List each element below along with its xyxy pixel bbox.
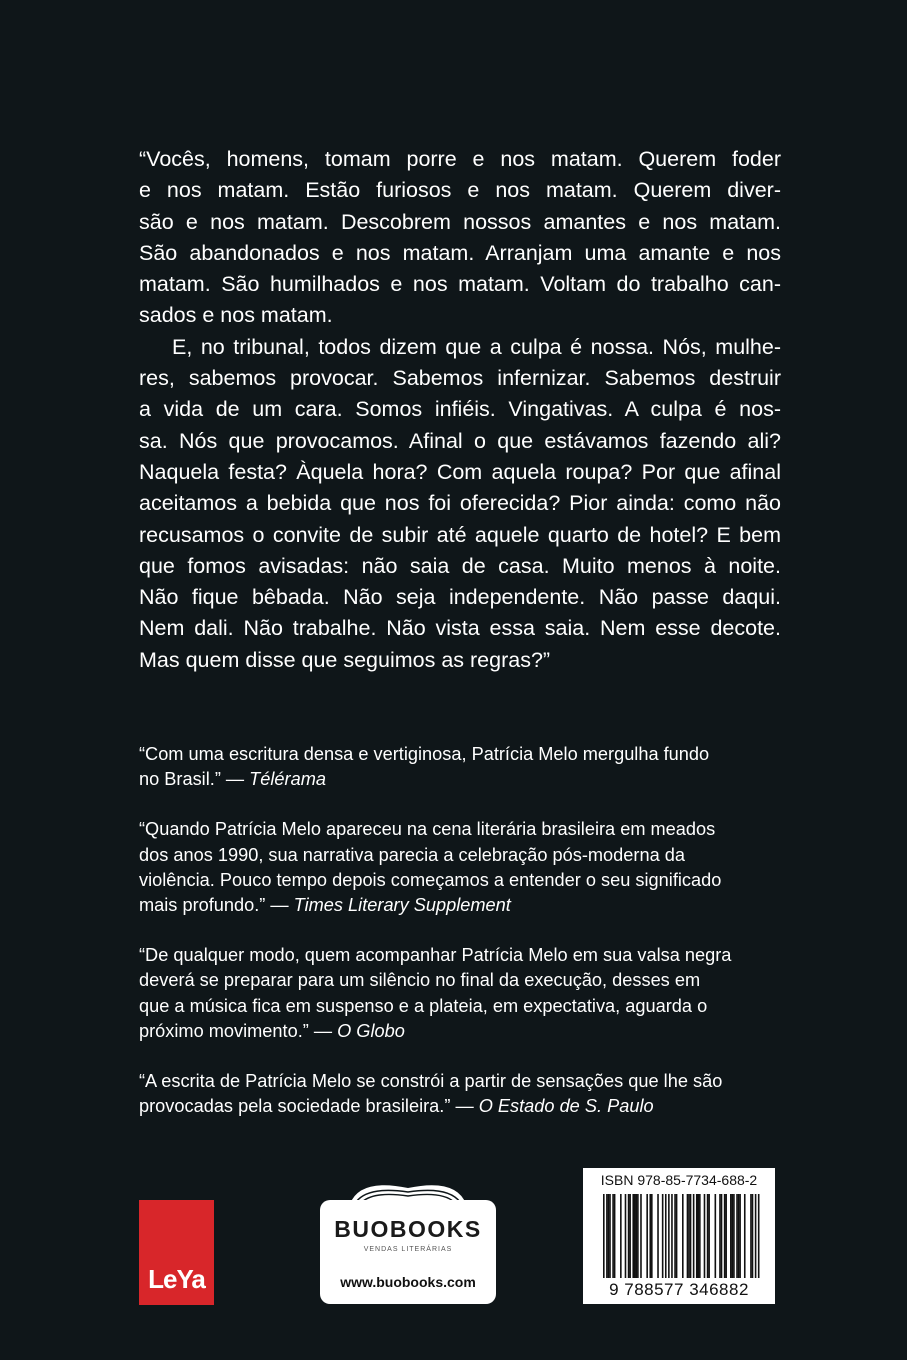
barcode-bar	[657, 1194, 659, 1278]
barcode-bar	[721, 1194, 723, 1278]
barcode-bar	[696, 1194, 698, 1278]
quote-line	[139, 1019, 789, 1044]
barcode-bar	[730, 1194, 732, 1278]
excerpt-line: e nos matam. Estão furiosos e nos matam. Querem diver-	[139, 178, 781, 203]
barcode-bar	[651, 1194, 653, 1278]
isbn-label: ISBN 978-85-7734-688-2	[600, 1172, 758, 1188]
barcode-bar	[687, 1194, 689, 1278]
barcode-bar	[671, 1194, 673, 1278]
review-quotes	[139, 742, 789, 1144]
quote-source: Télérama	[249, 769, 326, 790]
excerpt-line: “Vocês, homens, tomam porre e nos matam. Querem foder	[139, 147, 781, 171]
barcode-bar	[609, 1194, 611, 1278]
barcode-bar	[620, 1194, 622, 1278]
quote-line-text: no Brasil.” —	[139, 769, 250, 790]
quote-line: “Com uma escritura densa e vertiginosa, Patrícia Melo mergulha fundo	[139, 744, 710, 764]
quote-line: deverá se preparar para um silêncio no final da execução, desses em	[139, 970, 701, 991]
excerpt-line: São abandonados e nos matam. Arranjam uma amante e nos	[139, 240, 781, 265]
barcode-bar	[697, 1194, 699, 1278]
barcode-bar	[628, 1194, 630, 1278]
back-cover-excerpt	[139, 144, 781, 676]
leya-logo	[139, 1200, 214, 1305]
quote-line: “Quando Patrícia Melo apareceu na cena literária brasileira em meados	[139, 819, 716, 840]
isbn-barcode-block	[583, 1168, 775, 1304]
barcode-bar	[733, 1194, 735, 1278]
barcode-bar	[606, 1194, 608, 1278]
excerpt-line: res, sabemos provocar. Sabemos infernizar. Sabemos destruir	[139, 366, 781, 391]
quote-line: dos anos 1990, sua narrativa parecia a celebração pós-moderna da	[139, 844, 685, 865]
barcode-bar	[629, 1194, 631, 1278]
quote-source: Times Literary Supplement	[293, 895, 511, 916]
quote-line: que a música fica em suspenso e a plateia, em expectativa, aguarda o	[139, 995, 708, 1016]
barcode-bar	[688, 1194, 690, 1278]
barcode-bar	[603, 1194, 605, 1278]
quote-line	[139, 893, 789, 918]
barcode-bar	[758, 1194, 760, 1278]
excerpt-line: a vida de um cara. Somos infiéis. Vingativas. A culpa é nos-	[139, 397, 781, 422]
quote-source: O Globo	[337, 1020, 405, 1041]
barcode-bar	[649, 1194, 651, 1278]
quote-line-text: provocadas pela sociedade brasileira.” —	[139, 1096, 479, 1117]
barcode-bar	[612, 1194, 614, 1278]
barcode-bar	[614, 1194, 616, 1278]
review-quote	[139, 742, 789, 792]
leya-logo-text: LeYa	[148, 1264, 205, 1294]
review-quote	[139, 817, 789, 918]
quote-line	[139, 1094, 789, 1119]
barcode-bar	[739, 1194, 741, 1278]
barcode-bar	[738, 1194, 740, 1278]
barcode-bar	[719, 1194, 721, 1278]
barcode-bar	[640, 1194, 642, 1278]
barcode-bar	[732, 1194, 734, 1278]
excerpt-line: Não fique bêbada. Não seja independente. Não passe daqui.	[139, 585, 781, 610]
excerpt-line: sa. Nós que provocamos. Afinal o que estávamos fazendo ali?	[139, 428, 781, 453]
barcode-bar	[744, 1194, 746, 1278]
buobooks-logo	[320, 1168, 496, 1304]
barcode-bar	[632, 1194, 634, 1278]
barcode-bar	[634, 1194, 636, 1278]
excerpt-line: sados e nos matam.	[139, 303, 333, 328]
quote-line-text: próximo movimento.” —	[139, 1020, 338, 1041]
barcode-bar	[665, 1194, 667, 1278]
barcode-bar	[736, 1194, 738, 1278]
review-quote	[139, 943, 789, 1044]
barcode-bar	[755, 1194, 757, 1278]
excerpt-line: Mas quem disse que seguimos as regras?”	[139, 647, 551, 672]
buobooks-tagline: VENDAS LITERÁRIAS	[363, 1246, 453, 1253]
barcode-bar	[682, 1194, 684, 1278]
barcode-bar	[693, 1194, 695, 1278]
quote-line: violência. Pouco tempo depois começamos a entender o seu significado	[139, 869, 722, 890]
barcode-bar	[636, 1194, 638, 1278]
buobooks-url: www.buobooks.com	[340, 1274, 476, 1290]
barcode-bar	[725, 1194, 727, 1278]
barcode-bar	[690, 1194, 692, 1278]
quote-line	[139, 767, 789, 792]
excerpt-line: Nem dali. Não trabalhe. Não vista essa saia. Nem esse decote.	[139, 616, 781, 641]
barcode-bar	[662, 1194, 664, 1278]
barcode-bar	[724, 1194, 726, 1278]
barcode-bar	[668, 1194, 670, 1278]
barcode-bar	[646, 1194, 648, 1278]
quote-line: “De qualquer modo, quem acompanhar Patrícia Melo em sua valsa negra	[139, 945, 732, 966]
barcode-bar	[637, 1194, 639, 1278]
excerpt-line: recusamos o convite de subir até aquele quarto de hotel? E bem	[139, 522, 781, 547]
quote-line-text: mais profundo.” —	[139, 895, 294, 916]
buobooks-name: BUOBOOKS	[334, 1216, 482, 1242]
quote-source: O Estado de S. Paulo	[478, 1096, 654, 1117]
excerpt-line: aceitamos a bebida que nos foi oferecida? Pior ainda: como não	[139, 491, 781, 516]
excerpt-line: Naquela festa? Àquela hora? Com aquela roupa? Por que afinal	[139, 459, 781, 484]
excerpt-line: são e nos matam. Descobrem nossos amantes e nos matam.	[139, 209, 781, 234]
quote-line: “A escrita de Patrícia Melo se constrói a partir de sensações que lhe são	[139, 1071, 723, 1092]
barcode-bar	[704, 1194, 706, 1278]
excerpt-line: E, no tribunal, todos dizem que a culpa é nossa. Nós, mulhe-	[172, 334, 781, 359]
excerpt-line: matam. São humilhados e nos matam. Voltam do trabalho can-	[139, 272, 781, 297]
barcode-bar	[715, 1194, 717, 1278]
barcode-bar	[676, 1194, 678, 1278]
barcode-bar	[674, 1194, 676, 1278]
excerpt-line: que fomos avisadas: não saia de casa. Muito menos à noite.	[139, 553, 781, 578]
isbn-digits: 9 788577 346882	[609, 1280, 749, 1299]
barcode-bar	[699, 1194, 701, 1278]
barcode-bar	[752, 1194, 754, 1278]
barcode-bar	[708, 1194, 710, 1278]
barcode-bar	[750, 1194, 752, 1278]
barcode-bar	[707, 1194, 709, 1278]
barcode-bar	[625, 1194, 627, 1278]
barcode-bar	[608, 1194, 610, 1278]
review-quote	[139, 1069, 789, 1119]
